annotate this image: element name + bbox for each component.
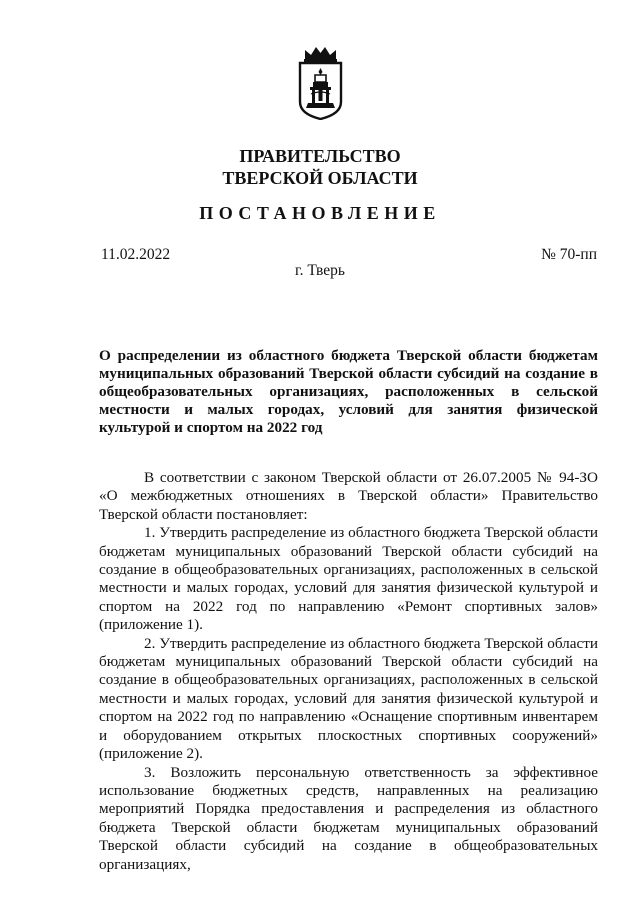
document-body <box>99 469 598 874</box>
document-title: О распределении из областного бюджета Тверской области бюджетам муниципальных образований Тверской области субсидий на создание в общеобразовательных организациях, расположенных в сельской местности и малых городах, условий для занятия физической культурой и спортом на 2022 год <box>99 347 598 436</box>
organization-name <box>0 145 640 189</box>
organization-line-1: ПРАВИТЕЛЬСТВО <box>239 146 401 166</box>
clause-3-paragraph: 3. Возложить персональную ответственность за эффективное использование бюджетных средств, направленных на реализацию мероприятий Порядка предоставления и распределения из областного бюджета Тверской области бюджетам муниципальных образований Тверской области субсидий на создание в общеобразовательных организациях, <box>99 763 598 873</box>
clause-2-paragraph: 2. Утвердить распределение из областного бюджета Тверской области бюджетам муниципальных образований Тверской области субсидий на создание в общеобразовательных организациях, расположенных в сельской местности и малых городах, условий для занятия физической культурой и спортом на 2022 год по направлению «Оснащение спортивным инвентарем и оборудованием открытых плоскостных спортивных сооружений» (приложение 2). <box>99 634 598 763</box>
document-date: 11.02.2022 <box>101 246 171 263</box>
document-number: № 70-пп <box>541 246 597 263</box>
preamble-paragraph: В соответствии с законом Тверской области от 26.07.2005 № 94-ЗО «О межбюджетных отношениях в Тверской области» Правительство Тверской области постановляет: <box>99 469 598 523</box>
organization-line-2: ТВЕРСКОЙ ОБЛАСТИ <box>222 168 418 188</box>
document-type: ПОСТАНОВЛЕНИЕ <box>199 203 441 223</box>
clause-1-paragraph: 1. Утвердить распределение из областного бюджета Тверской области бюджетам муниципальных образований Тверской области субсидий на создание в общеобразовательных организациях, расположенных в сельской местности и малых городах, условий для занятия физической культурой и спортом на 2022 год по направлению «Ремонт спортивных залов» (приложение 1). <box>99 524 598 634</box>
coat-of-arms-icon <box>297 44 344 120</box>
document-city: г. Тверь <box>295 262 345 279</box>
